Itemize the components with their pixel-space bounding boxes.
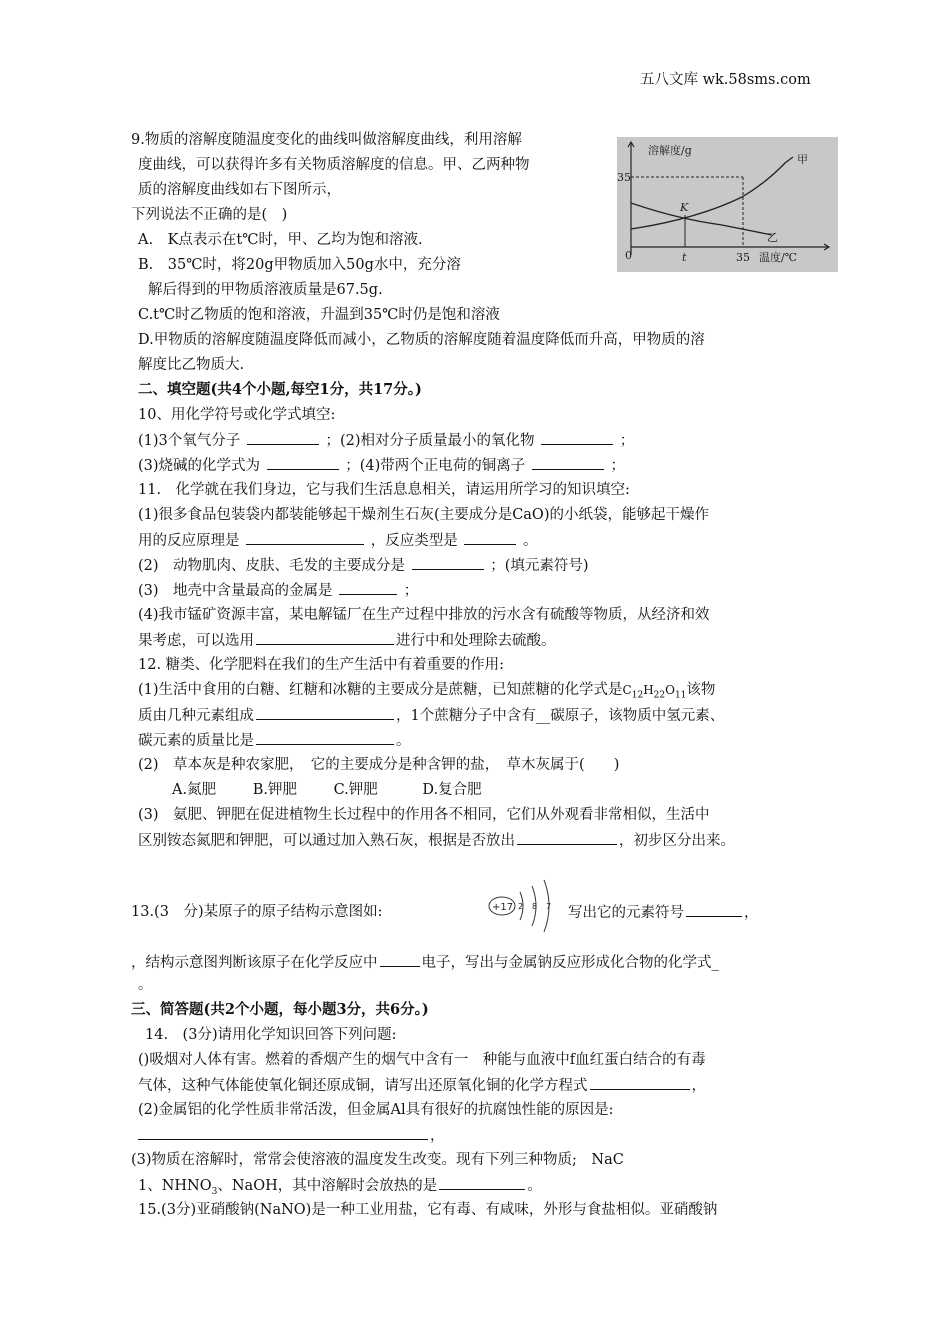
q12-part-3a: (3) 氨肥、钾肥在促进植物生长过程中的作用各不相同，它们从外观看非常相似，生活中 [138, 807, 710, 823]
option-a[interactable]: A.氮肥 [172, 782, 217, 798]
atom-shell-2-electrons: 8 [532, 902, 538, 911]
q9-option-a: A. K点表示在t℃时，甲、乙均为饱和溶液. [138, 232, 423, 248]
q12-part-1b [138, 705, 724, 726]
q14-part-1b-text: 气体，这种气体能使氧化铜还原成铜，请写出还原氧化铜的化学方程式 [138, 1078, 588, 1094]
atom-shell-3-electrons: 7 [546, 902, 552, 911]
q11-part-4b-text: 果考虑，可以选用 [138, 633, 254, 649]
atom-nucleus-label: +17 [492, 902, 514, 913]
q9-option-d-1: D.甲物质的溶解度随温度降低而减小，乙物质的溶解度随着温度降低而升高，甲物质的溶 [138, 332, 705, 348]
option-d[interactable]: D.复合肥 [422, 782, 482, 798]
answer-blank[interactable] [247, 430, 319, 445]
q11-part-2 [138, 555, 589, 576]
q14-part-2-end: ， [430, 1128, 445, 1144]
q12-part-1b-end: ，1个蔗糖分子中含有__碳原子，该物质中氢元素、 [396, 708, 725, 724]
q9-line-2: 度曲线，可以获得许多有关物质溶解度的信息。甲、乙两种物 [138, 157, 530, 173]
q9-stem: 下列说法不正确的是( ) [131, 207, 288, 223]
q12-part-3b-text: 区别铵态氮肥和钾肥，可以通过加入熟石灰，根据是否放出 [138, 833, 515, 849]
graph-x-tick-35: 35 [736, 251, 750, 264]
page-header: 五八文库 wk.58sms.com [640, 72, 811, 88]
formula-c: C [622, 683, 632, 697]
answer-blank[interactable] [256, 730, 394, 745]
graph-x-tick-t: t [682, 251, 687, 264]
answer-blank[interactable] [339, 580, 397, 595]
q10-item-4: ；(4)带两个正电荷的铜离子 [345, 458, 526, 474]
q10-item-2: ；(2)相对分子质量最小的氧化物 [325, 433, 535, 449]
q10-item-1: (1)3个氧气分子 [138, 433, 241, 449]
atom-shell-1-electrons: 2 [518, 902, 524, 911]
answer-blank[interactable] [256, 630, 394, 645]
q11-part-3-text: (3) 地壳中含量最高的金属是 [138, 583, 333, 599]
q12-part-1a-text: (1)生活中食用的白糖、红糖和冰糖的主要成分是蔗糖，已知蔗糖的化学式是 [138, 682, 623, 698]
atom-structure-diagram [486, 878, 566, 934]
graph-series-jia: 甲 [797, 153, 808, 166]
q13-text-e: 电子，写出与金属钠反应形成化合物的化学式 [421, 955, 712, 971]
formula-c-n: 12 [631, 690, 644, 701]
q14-part-2: (2)金属铝的化学性质非常活泼，但金属Al具有很好的抗腐蚀性能的原因是: [138, 1102, 614, 1118]
q11-part-1b-text2: ，反应类型是 [370, 533, 458, 549]
answer-blank[interactable] [380, 952, 420, 967]
q13-text-b-text: 写出它的元素符号 [568, 905, 684, 921]
graph-y-tick-35: 35 [617, 171, 631, 184]
formula-h-n: 22 [653, 690, 666, 701]
graph-series-yi: 乙 [767, 231, 778, 244]
q9-option-b-1: B. 35℃时，将20g甲物质加入50g水中，充分溶 [138, 257, 461, 273]
answer-blank[interactable] [138, 1125, 428, 1140]
q12-part-1c-text: 碳元素的质量比是 [138, 733, 254, 749]
answer-blank[interactable] [517, 830, 617, 845]
q12-part-3b [138, 830, 735, 851]
solubility-curve-graph [617, 137, 838, 272]
q12-part-3b-end: ，初步区分出来。 [619, 833, 735, 849]
answer-blank[interactable] [439, 1175, 525, 1190]
q9-option-d-2: 解度比乙物质大. [138, 357, 245, 373]
q11-part-3-end: ； [403, 583, 419, 599]
answer-blank[interactable] [256, 705, 394, 720]
answer-blank[interactable] [541, 430, 613, 445]
q14-part-1b-end: ， [691, 1078, 706, 1094]
formula-o: O [665, 683, 675, 697]
q11-intro: 11. 化学就在我们身边，它与我们生活息息相关，请运用所学习的知识填空: [138, 482, 630, 498]
q12-part-1c [138, 730, 411, 751]
q11-part-4b [138, 630, 556, 651]
q10-row-2-end: ； [610, 458, 626, 474]
sucrose-formula [622, 683, 687, 701]
q12-part-2: (2) 草本灰是种农家肥， 它的主要成分是种含钾的盐， 草木灰属于( ) [138, 757, 620, 773]
option-c[interactable]: C.钾肥 [333, 782, 378, 798]
q12-part-1c-end: 。 [396, 733, 411, 749]
answer-blank[interactable] [686, 902, 742, 917]
q9-option-b-2: 解后得到的甲物质溶液质量是67.5g. [148, 282, 383, 298]
answer-blank[interactable] [532, 455, 604, 470]
q9-line-3: 质的溶解度曲线如右下图所示， [138, 182, 341, 198]
answer-blank[interactable] [412, 555, 484, 570]
q9-line-1: 9.物质的溶解度随温度变化的曲线叫做溶解度曲线，利用溶解 [131, 132, 522, 148]
q13-text-a: 13.(3 分)某原子的原子结构示意图如: [131, 904, 383, 920]
q10-intro: 10、用化学符号或化学式填空: [138, 407, 336, 423]
q14-part-1b [138, 1075, 706, 1096]
q12-part-1a-end: 该物 [686, 682, 716, 698]
q11-part-1b-text: 用的反应原理是 [138, 533, 240, 549]
q13-text-f: _ [711, 955, 719, 971]
graph-origin: 0 [625, 249, 632, 262]
q15-line-1: 15.(3分)亚硝酸钠(NaNO)是一种工业用盐，它有毒、有咸味，外形与食盐相似。亚硝酸钠 [138, 1202, 718, 1218]
graph-ylabel: 溶解度/g [648, 144, 692, 157]
q14-part-3b-text: 1、NHNO [138, 1178, 212, 1194]
formula-o-n: 11 [674, 690, 687, 701]
q12-intro: 12. 糖类、化学肥料在我们的生产生活中有着重要的作用: [138, 657, 505, 673]
q11-part-1b-end: 。 [522, 533, 538, 549]
q13-text-d [131, 952, 719, 973]
q14-part-3b-text2: 、NaOH，其中溶解时会放热的是 [217, 1178, 438, 1194]
answer-blank[interactable] [590, 1075, 690, 1090]
answer-blank[interactable] [464, 530, 516, 545]
q14-part-3b [138, 1175, 542, 1202]
answer-blank[interactable] [267, 455, 339, 470]
q14-part-3a: (3)物质在溶解时，常常会使溶液的温度发生改变。现有下列三种物质; NaC [131, 1152, 624, 1168]
q9-option-c: C.t℃时乙物质的饱和溶液，升温到35℃时仍是饱和溶液 [138, 307, 500, 323]
q11-part-2-text: (2) 动物肌肉、皮肤、毛发的主要成分是 [138, 558, 406, 574]
q11-part-3 [138, 580, 418, 601]
q11-part-2-end: ；(填元素符号) [490, 558, 589, 574]
q10-item-3: (3)烧碱的化学式为 [138, 458, 261, 474]
q13-text-b [568, 902, 759, 923]
graph-xlabel: 温度/℃ [759, 251, 798, 264]
q12-part-1a [138, 680, 715, 705]
q10-row-1-end: ； [619, 433, 635, 449]
section-2-title: 二、填空题(共4个小题,每空1分，共17分。) [138, 381, 422, 398]
q13-text-d-text: ，结构示意图判断该原子在化学反应中 [131, 955, 378, 971]
graph-point-k: K [680, 201, 689, 214]
q12-options [172, 780, 482, 800]
q12-part-1b-text: 质由几种元素组成 [138, 708, 254, 724]
q11-part-4b-end: 进行中和处理除去硫酸。 [396, 633, 556, 649]
q14-part-1a: ()吸烟对人体有害。燃着的香烟产生的烟气中含有一 种能与血液中f血红蛋白结合的有毒 [138, 1052, 706, 1068]
q11-part-4a: (4)我市锰矿资源丰富，某电解锰厂在生产过程中排放的污水含有硫酸等物质，从经济和效 [138, 607, 710, 623]
q13-end: 。 [138, 977, 153, 993]
option-b[interactable]: B.钾肥 [252, 782, 297, 798]
answer-blank[interactable] [246, 530, 364, 545]
section-3-title: 三、简答题(共2个小题，每小题3分，共6分。) [131, 1001, 429, 1018]
q14-part-2-answer [138, 1125, 445, 1146]
formula-h: H [643, 683, 654, 697]
q14-part-3b-sub: 3 [211, 1186, 218, 1197]
q14-part-3b-end: 。 [527, 1178, 542, 1194]
q10-row-1 [138, 430, 634, 451]
q10-row-2 [138, 455, 625, 476]
q11-part-1a: (1)很多食品包装袋内都装能够起干燥剂生石灰(主要成分是CaO)的小纸袋，能够起干燥作 [138, 507, 709, 523]
q14-intro: 14. (3分)请用化学知识回答下列问题: [145, 1027, 397, 1043]
q11-part-1b [138, 530, 537, 551]
q13-text-b-end: ， [744, 905, 759, 921]
